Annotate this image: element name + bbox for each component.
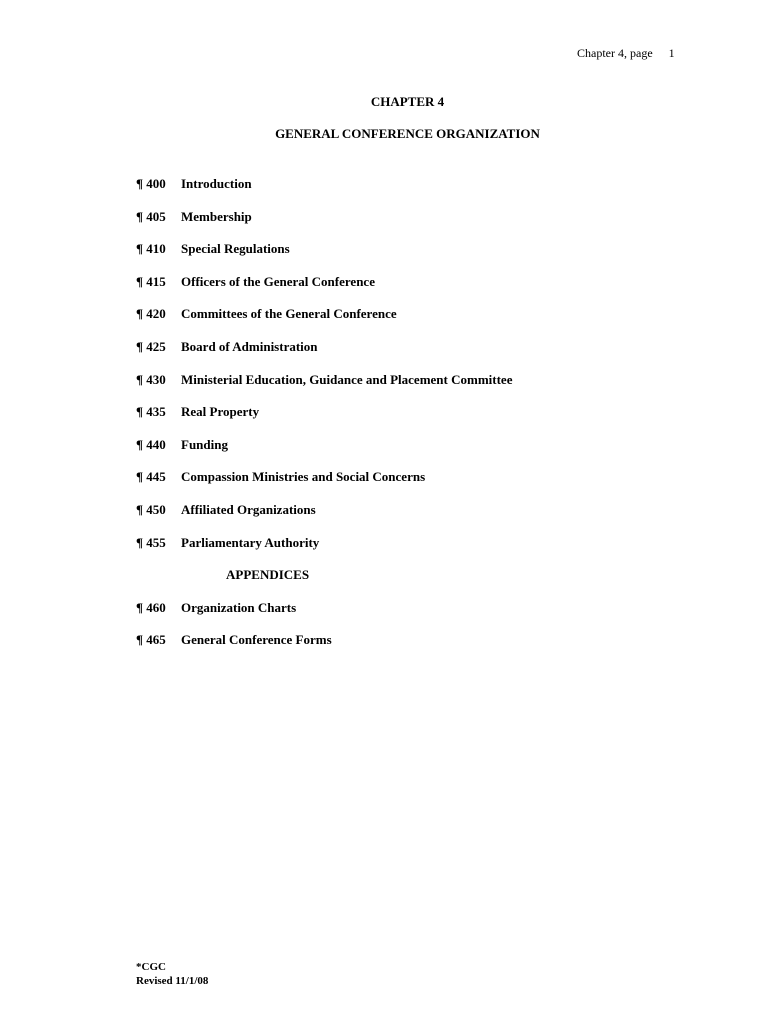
appendix-item	[136, 632, 696, 665]
appendix-item-title: General Conference Forms	[181, 632, 332, 648]
toc-item	[136, 241, 696, 274]
toc-item-number: ¶ 440	[136, 436, 166, 452]
toc-item	[136, 404, 696, 437]
toc-item-title: Special Regulations	[181, 241, 290, 257]
toc-item-title: Board of Administration	[181, 338, 318, 354]
footer-code: *CGC	[136, 961, 166, 973]
toc-item	[136, 469, 696, 502]
toc-item-title: Parliamentary Authority	[181, 534, 320, 550]
header-page-number: 1	[668, 46, 675, 60]
footer-revision: Revised 11/1/08	[136, 975, 209, 987]
toc-item-number: ¶ 425	[136, 338, 166, 354]
toc-item-number: ¶ 405	[136, 208, 166, 224]
toc-item-number: ¶ 455	[136, 534, 166, 550]
appendix-item	[136, 600, 696, 633]
toc-item-title: Real Property	[181, 404, 260, 420]
toc-item-number: ¶ 420	[136, 306, 166, 322]
toc-item	[136, 274, 696, 307]
toc-item-number: ¶ 415	[136, 273, 166, 289]
appendix-item-number: ¶ 460	[136, 599, 166, 615]
toc-item	[136, 176, 696, 209]
toc-item-number: ¶ 450	[136, 501, 166, 517]
chapter-title: CHAPTER 4	[370, 94, 445, 109]
appendix-item-number: ¶ 465	[136, 632, 166, 648]
chapter-subtitle: GENERAL CONFERENCE ORGANIZATION	[275, 126, 540, 141]
toc-item	[136, 209, 696, 242]
toc-item-number: ¶ 445	[136, 469, 166, 485]
toc-item-title: Introduction	[181, 176, 252, 191]
appendix-item-title: Organization Charts	[181, 599, 297, 615]
toc-item	[136, 306, 696, 339]
toc-item-number: ¶ 430	[136, 371, 166, 387]
appendices-heading: APPENDICES	[226, 567, 310, 583]
page-footer	[136, 960, 208, 988]
header-chapter-label: Chapter 4, page	[577, 46, 653, 60]
toc-item-number: ¶ 410	[136, 241, 166, 257]
toc-item-number: ¶ 435	[136, 404, 166, 420]
toc-item-number: ¶ 400	[136, 176, 166, 191]
toc-item	[136, 437, 696, 470]
toc-item-title: Committees of the General Conference	[181, 306, 397, 322]
toc-item	[136, 502, 696, 535]
page-header	[577, 46, 675, 61]
toc-item-title: Affiliated Organizations	[181, 501, 316, 517]
toc-item-title: Officers of the General Conference	[181, 273, 375, 289]
toc-item-title: Membership	[181, 208, 252, 224]
toc-item-title: Compassion Ministries and Social Concerns	[181, 469, 426, 485]
toc-item-title: Funding	[181, 436, 228, 452]
toc-item	[136, 339, 696, 372]
toc-item	[136, 372, 696, 405]
table-of-contents	[136, 176, 696, 665]
toc-item-title: Ministerial Education, Guidance and Placement Committee	[181, 371, 513, 387]
toc-item	[136, 535, 696, 568]
